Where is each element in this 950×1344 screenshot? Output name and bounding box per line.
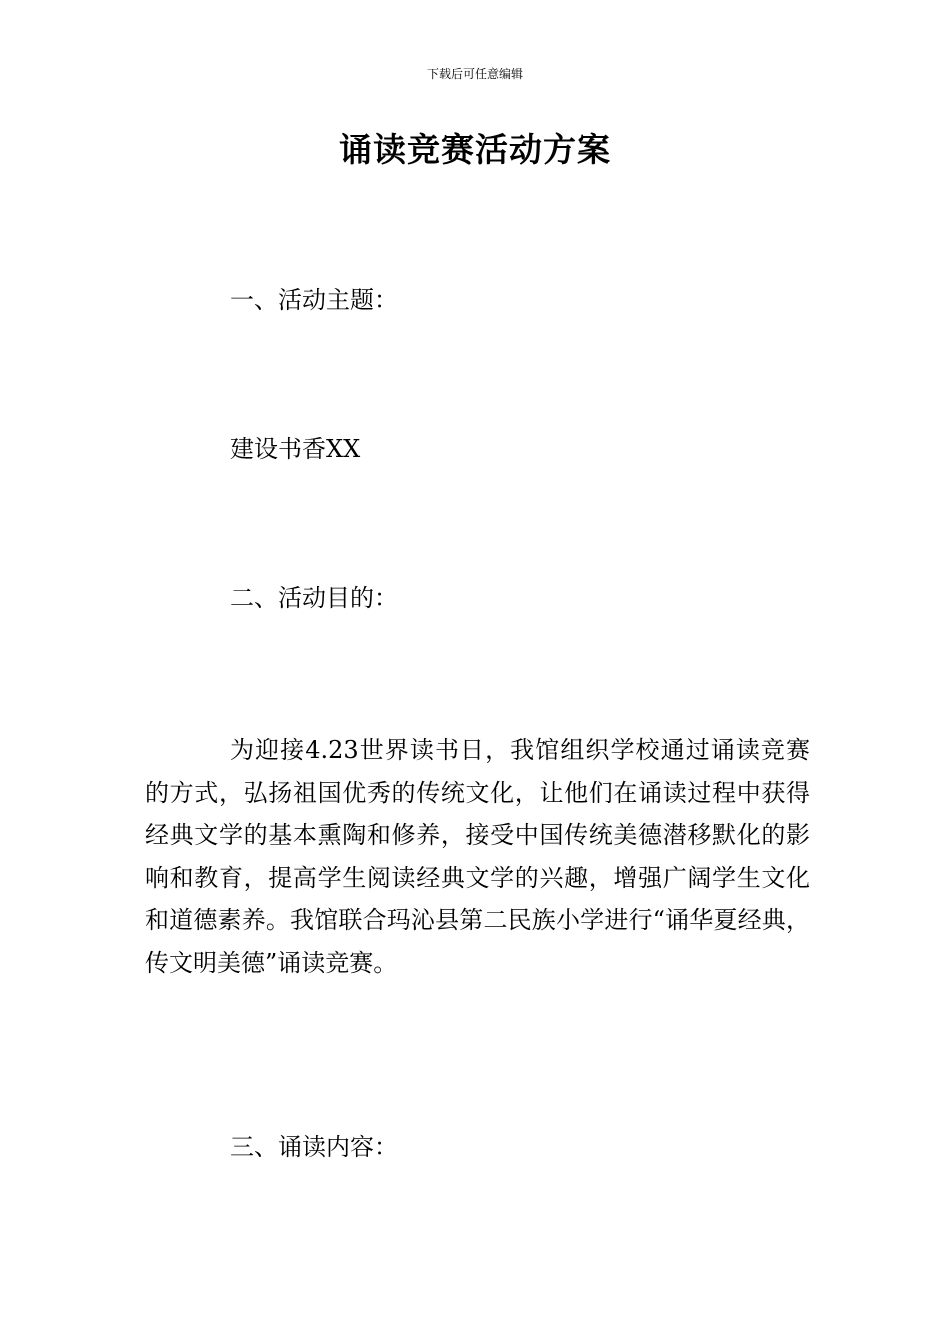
theme-text: 建设书香XX <box>230 435 361 463</box>
section-heading-theme: 一、活动主题： <box>230 286 398 314</box>
purpose-paragraph: 为迎接4.23世界读书日，我馆组织学校通过诵读竞赛的方式，弘扬祖国优秀的传统文化，让他们在诵读过程中获得经典文学的基本熏陶和修养，接受中国传统美德潜移默化的影响和教育，提高学生阅读经典文学的兴趣，增强广阔学生文化和道德素养。我馆联合玛沁县第二民族小学进行“诵华夏经典，传文明美德”诵读竞赛。 <box>145 736 810 977</box>
section-heading-purpose: 二、活动目的： <box>230 584 398 612</box>
document-title: 诵读竞赛活动方案 <box>339 130 611 169</box>
section-heading-content: 三、诵读内容： <box>230 1133 398 1161</box>
header-note: 下载后可任意编辑 <box>426 67 523 81</box>
